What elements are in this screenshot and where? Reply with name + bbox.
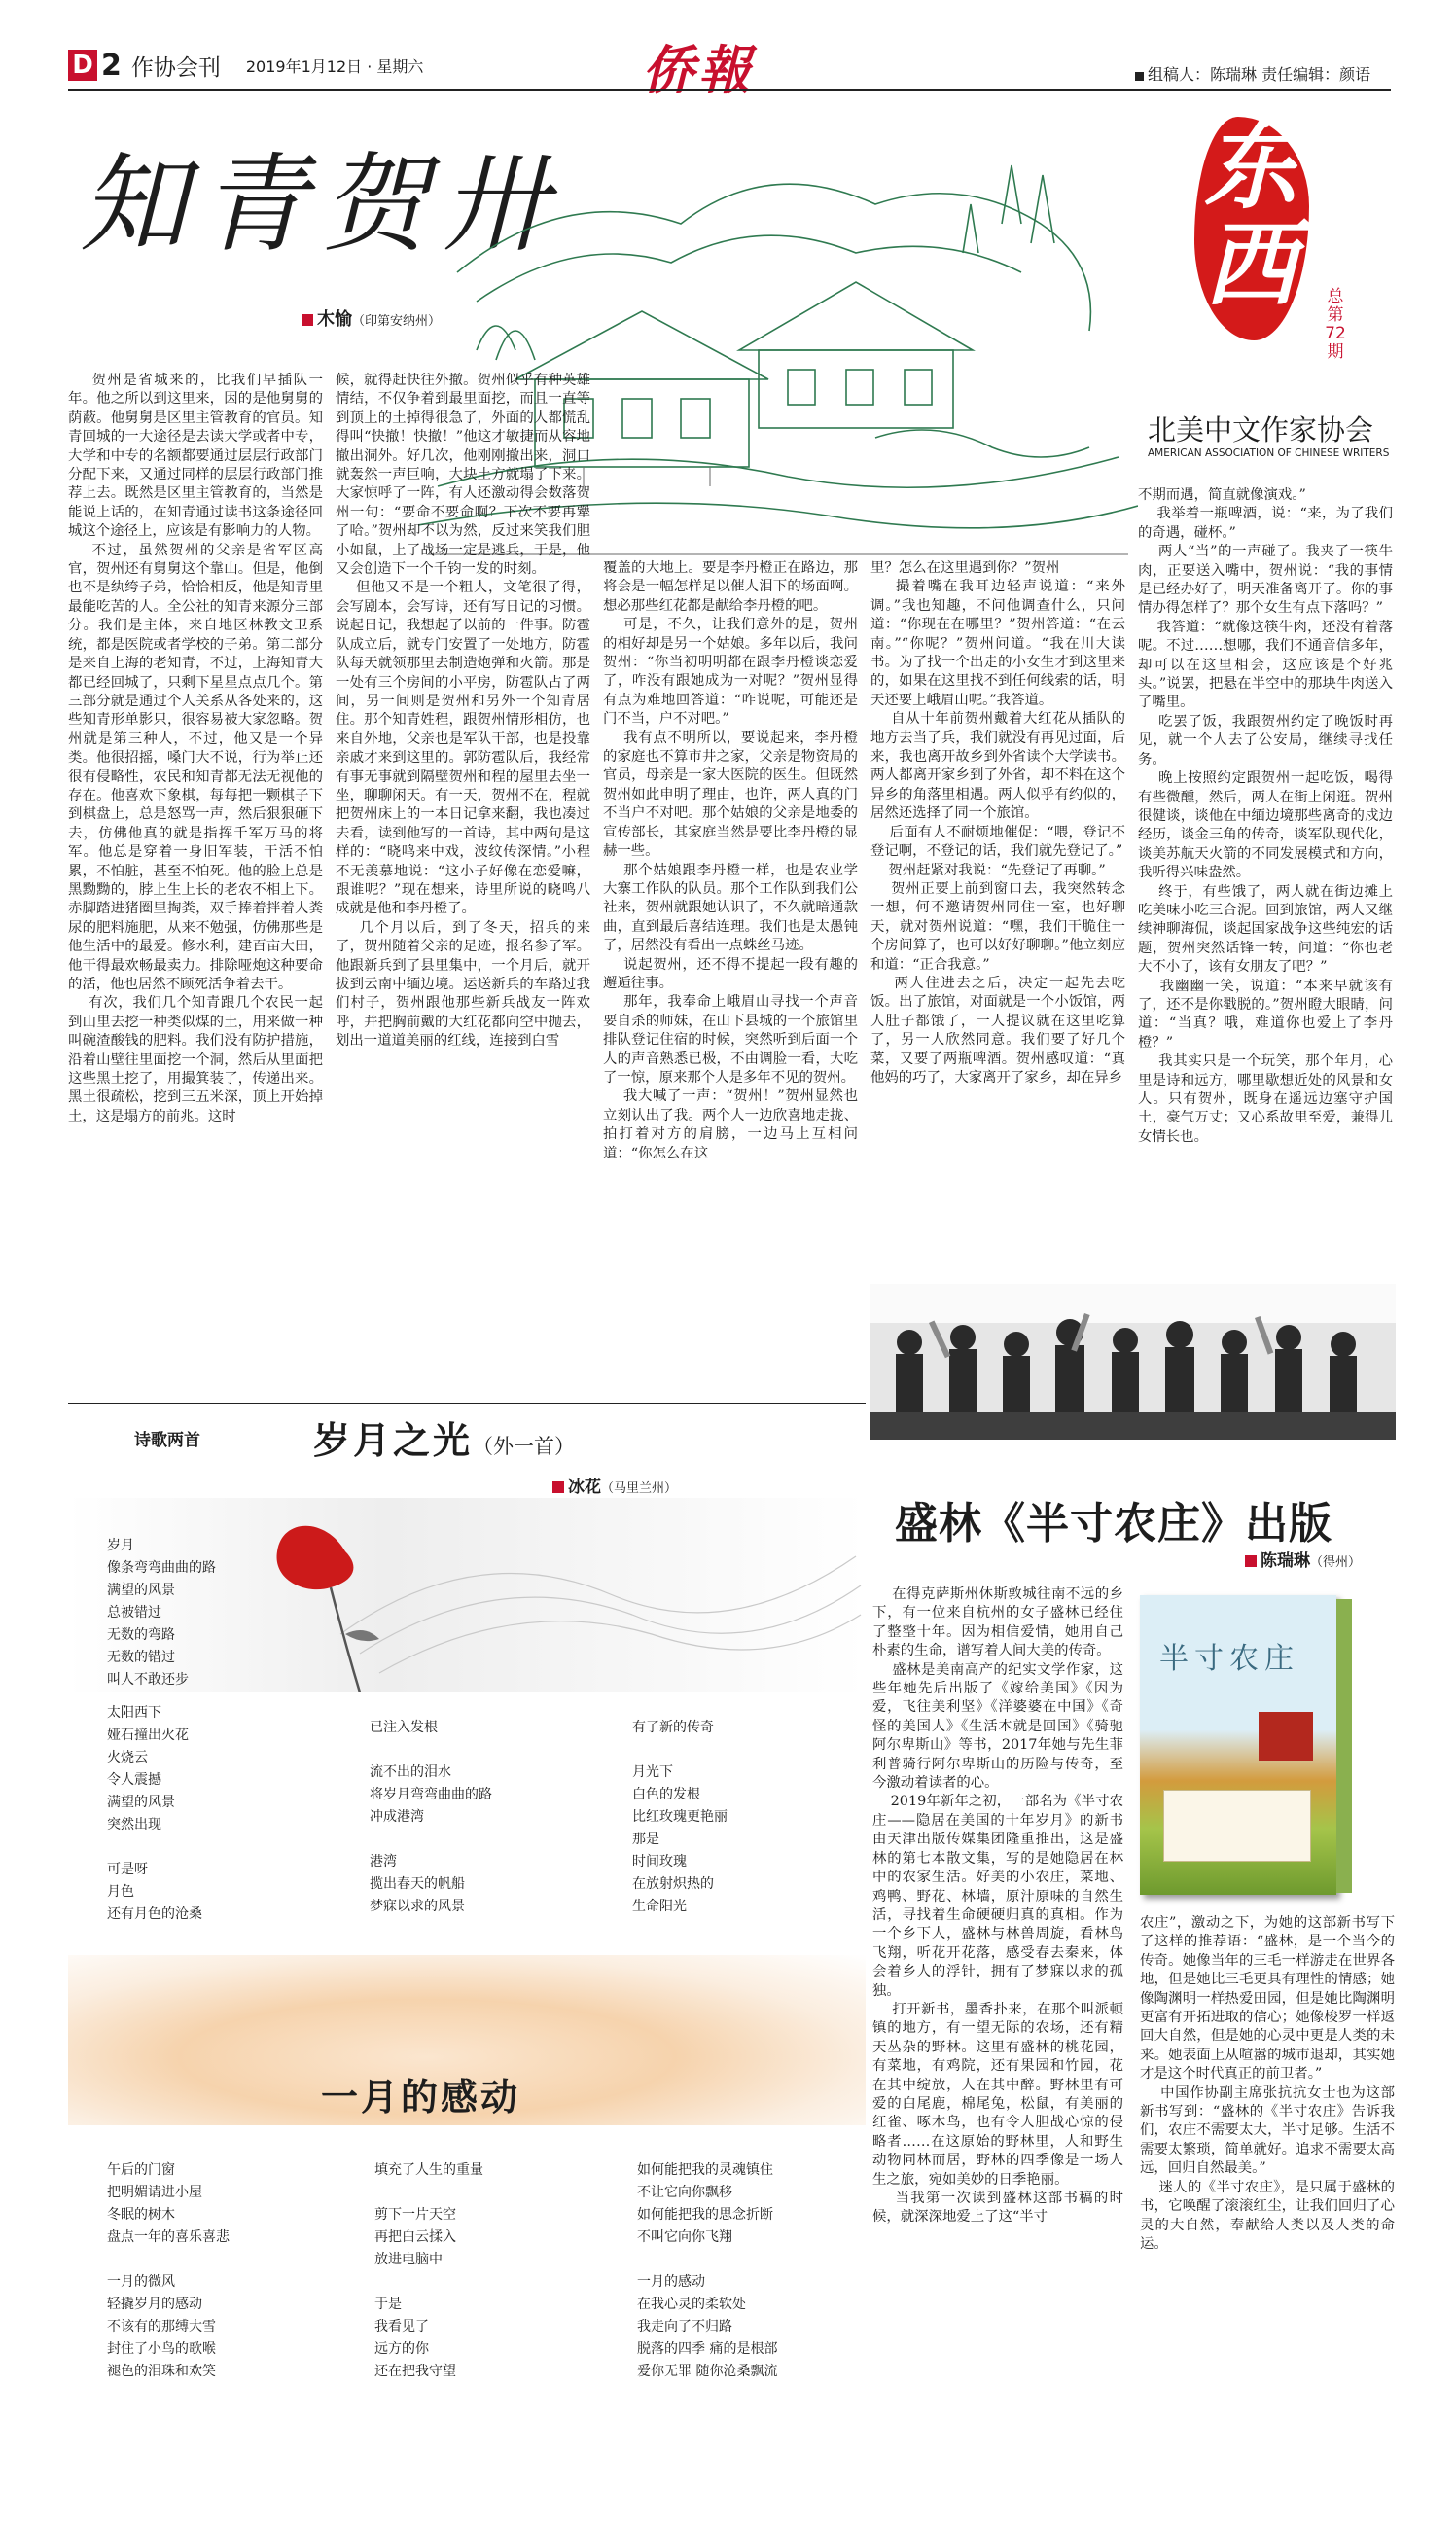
issue-date: 2019年1月12日 · 星期六	[245, 56, 424, 76]
section-number: 2	[101, 48, 122, 83]
book-cover-sticker	[1163, 1790, 1311, 1862]
article1-column-1: 贺州是省城来的，比我们早插队一年。他之所以到这里来，因的是他舅舅的荫蔽。他舅舅是区里主管教育的官员。知青回城的一大途径是去读大学或者中专，大学和中专的名额都要通过层层行政部门分配下来，又通过同样的层层行政部门推荐上去。既然是区里主管教育的，当然是能说上话的，在知青通过读书这条途径回城这个途径上，应该是有影响力的人物。 不过，虽然贺州的父亲是省军区高官，贺州还有舅舅这个靠山。但是，他倒也不是纨绔子弟，恰恰相反，他是知青里最能吃苦的人。全公社的知青来源分三部分。我们是主体，来自地区林教文卫系统，都是医院或者学校的子弟。第二部分是来自上海的老知青，不过，上海知青大都已经回城了，只剩下星星点点几个。第三部分就是通过个人关系从各处来的，这些知青形单影只，很容易被大家忽略。贺州就是第三种人，不过，他又是一个异类。他很招摇，嗓门大不说，行为举止还很有侵略性，农民和知青都无法无视他的存在。他喜欢下象棋，每每把一颗棋子下到棋盘上，总是怒骂一声，然后狠狠砸下去，仿佛他真的就是指挥千军万马的将军。他总是穿着一身旧军装，干活不怕累，不怕脏，甚至不怕死。他的脸上总是黑黝黝的，脖上生上长的老农不相上下。赤脚踏进猪圈里掏粪，双手捧着拌着人粪尿的肥料施肥，从来不勉强，仿佛那些是他生活中的最爱。修水利，建百亩大田，他干得最欢畅最卖力。排除哑炮这种要命的活，他也居然不顾死活争着去干。 有次，我们几个知青跟几个农民一起到山里去挖一种类似煤的土，用来做一种叫碗渣酸钱的肥料。我们没有防护措施，沿着山壁往里面挖一个洞，然后从里面把这些黑土挖了，用撮箕装了，传递出来。黑土很疏松，挖到三五米深，顶上开始掉土，这是塌方的前兆。这时	[68, 373, 323, 1124]
section-name: 作协会刊	[130, 54, 221, 81]
header-rule	[68, 89, 1391, 91]
book-cover-image	[1140, 1595, 1336, 1895]
article3-title: 盛林《半寸农庄》出版	[895, 1499, 1332, 1549]
article1-column-5: 不期而遇，简直就像演戏。” 我举着一瓶啤酒，说：“来，为了我们的奇遇，碰杯。” 两人“当”的一声碰了。我夹了一筷牛肉，正要送入嘴中，贺州说：“我的事情是已经办好了，明天准备离开了。你的事情办得怎样了？那个女生有点下落吗？” 我答道：“就像这筷牛肉，还没有着落呢。不过……想哪，我们不通音信多年，却可以在这里相会，这应该是个好兆头。”说罢，把悬在半空中的那块牛肉送入了嘴里。 吃罢了饭，我跟贺州约定了晚饭时再见，就一个人去了公安局，继续寻找任务。 晚上按照约定跟贺州一起吃饭，喝得有些微醺，然后，两人在街上闲逛。贺州很健谈，谈他在中缅边境那些离奇的戍边经历，谈金三角的传奇，谈军队现代化，谈美苏航天火箭的不同发展模式和方向，我听得兴味盎然。 终于，有些饿了，两人就在街边摊上吃美味小吃三合泥。回到旅馆，两人又继续神聊海侃，谈起国家战争这些纯宏的话题，贺州突然话锋一转，问道：“你也老大不小了，该有女朋友了吧？” 我幽幽一笑，说道：“本来早就该有了，还不是你戳脱的。”贺州瞪大眼睛，问道：“当真？哦，难道你也爱上了李丹橙？” 我其实只是一个玩笑，那个年月，心里是诗和远方，哪里歇想近处的风景和女人。只有贺州，既身在遥远边塞守护国土，豪气万丈；又心系故里至爱，兼得儿女情长也。	[1138, 487, 1393, 1145]
issue-suffix: 期	[1327, 342, 1344, 362]
article3-author: 陈瑞琳	[1261, 1551, 1310, 1571]
poem2-column-1: 午后的门窗 把明媚请进小屋 冬眠的树木 盘点一年的喜乐喜悲 一月的微风 轻撬岁月的感动 不该有的那缚大雪 封住了小鸟的歌喉 褪色的泪珠和欢笑	[107, 2162, 230, 2379]
poem1-column-2: 已注入发根 流不出的泪水 将岁月弯弯曲曲的路 冲成港湾 港湾 揽出春天的帆船 梦寐以求的风景	[370, 1720, 492, 1914]
poems-author-note: （马里兰州）	[601, 1481, 678, 1496]
article1-column-3: 覆盖的大地上。要是李丹橙正在路边，那将会是一幅怎样足以催人泪下的场面啊。想必那些红花都是献给李丹橙的吧。 可是，不久，让我们意外的是，贺州的相好却是另一个姑娘。多年以后，我问贺州：“你当初明明都在跟李丹橙谈恋爱了，咋没有跟她成为一对呢？”贺州显得有点为难地回答道：“咋说呢，可能还是门不当，户不对吧。” 我有点不明所以，要说起来，李丹橙的家庭也不算市井之家，父亲是物资局的官员，母亲是一家大医院的医生。但既然贺州如此申明了理由，也许，两人真的门不当户不对吧。那个姑娘的父亲是地委的宣传部长，其家庭当然是要比李丹橙的显赫一些。 那个姑娘跟李丹橙一样，也是农业学大寨工作队的队员。那个工作队到我们公社来，贺州就跟她认识了，不久就暗通款曲，直到最后喜结连理。我们也是太愚钝了，居然没有看出一点蛛丝马迹。 说起贺州，还不得不提起一段有趣的邂逅往事。 那年，我奉命上峨眉山寻找一个声音要自杀的师妹，在山下县城的一个旅馆里排队登记住宿的时候，突然听到后面一个人的声音熟悉已极，不由调脸一看，大吃了一惊，原来那个人是多年不见的贺州。 我大喊了一声：“贺州！”贺州显然也立刻认出了我。两个人一边欣喜地走拢、拍打着对方的肩膀，一边马上互相问道：“你怎么在这	[603, 560, 858, 1161]
article1-column-2: 候，就得赶快往外撤。贺州似乎有种英雄情结，不仅争着到最里面挖，而且一直等到顶上的土掉得很急了，外面的人都慌乱得叫“快撤！快撤！”他这才敏捷而从容地撤出洞外。好几次，他刚刚撤出来，洞口就轰然一声巨响，大块土方就塌了下来。大家惊呼了一阵，有人还激动得会数落贺州一句：“要命不要命啊？下次不要再犟了哈。”贺州却不以为然，反过来笑我们胆小如鼠，上了战场一定是逃兵，于是，他又会创造下一个千钧一发的时刻。 但他又不是一个粗人，文笔很了得，会写剧本，会写诗，还有写日记的习惯。说起日记，我想起了以前的一件事。防雹队成立后，就专门安置了一处地方，防雹队每天就领那里去制造炮弹和火箭。那是一处有三个房间的小平房，防雹队占了两间，另一间则是贺州和另外一个知青居住。那个知青姓程，跟贺州情形相仿，也来自外地，父亲也是军队干部，也是投靠亲戚才来到这里的。郭防雹队后，我经常有事无事就到隔壁贺州和程的屋里去坐一坐，聊聊闲天。有一天，贺州不在，程就把贺州床上的一本日记拿来翻，我也凑过去看，读到他写的一首诗，其中两句是这样的：“晓鸣来中戏，波纹传深情。”小程不无羡慕地说：“这小子好像在恋爱嘛，跟谁呢？”现在想来，诗里所说的晓鸣八成就是他和李丹橙了。 几个月以后，到了冬天，招兵的来了，贺州随着父亲的足迹，报名参了军。他跟新兵到了县里集中，一个月后，就开拔到云南中缅边境。运送新兵的车路过我们村子，贺州跟他那些新兵战友一阵欢呼，并把胸前戴的大红花都向空中抛去，划出一道道美丽的红线，连接到白雪	[336, 373, 590, 1050]
poems-section-label: 诗歌两首	[134, 1431, 200, 1450]
issue-number-block	[1323, 288, 1348, 362]
poem2-column-3: 如何能把我的灵魂镇住 不让它向你飘移 如何能把我的思念折断 不叫它向你飞翔 一月的感动 在我心灵的柔软处 我走向了不归路 脱落的四季 痛的是根部 爱你无罪 随你沧桑飘流	[637, 2162, 778, 2379]
poem1-column-1b: 太阳西下 娅石撞出火花 火烧云 令人震撼 满望的风景 突然出现 可是呀 月色 还有月色的沧桑	[107, 1705, 202, 1922]
poems-byline	[552, 1473, 677, 1497]
article3-byline	[1245, 1547, 1361, 1571]
org-name-cn: 北美中文作家协会	[1148, 413, 1374, 446]
youth-group-photo	[870, 1284, 1396, 1440]
column-title-dong: 东	[1204, 112, 1297, 222]
masthead: 侨報	[642, 39, 755, 101]
book-cover-spine	[1336, 1599, 1352, 1893]
poem1-title: 岁月之光	[313, 1418, 474, 1462]
article3-author-note: （得州）	[1310, 1555, 1362, 1570]
editor-credit-text: 组稿人：陈瑞琳 责任编辑：颜语	[1148, 65, 1371, 84]
poem1-title-block	[313, 1410, 575, 1464]
book-cover-title: 半寸农庄	[1159, 1642, 1299, 1676]
article1-column-4: 里？怎么在这里遇到你？”贺州 撮着嘴在我耳边轻声说道：“来外调。”我也知趣，不问他调查什么，只问道：“你现在在哪里？”贺州答道：“在云南。”“你呢？”贺州问道。“我在川大读书。为了找一个出走的小女生才到这里来的，如果在这里找不到任何线索的话，明天还要上峨眉山呢。”我答道。 自从十年前贺州戴着大红花从插队的地方去当了兵，我们就没有再见过面，后来，我也离开故乡到外省读个大学读书。两人都离开家乡到了外省，却不料在这个异乡的角落里相遇。两人似乎有约似的，居然还选择了同一个旅馆。 后面有人不耐烦地催促：“喂，登记不登记啊，不登记的话，我们就先登记了。” 贺州赶紧对我说：“先登记了再聊。” 贺州正要上前到窗口去，我突然转念一想，何不邀请贺州同住一室，也好聊天，就对贺州说道：“嘿，我们干脆住一个房间算了，也可以好好聊聊。”他立刻应和道：“正合我意。” 两人住进去之后，决定一起先去吃饭。出了旅馆，对面就是一个小饭馆，两人肚子都饿了，一人提议就在这里吃算了，另一人欣然同意。我们要了好几个菜，又要了两瓶啤酒。贺州感叹道：“真他妈的巧了，大家离开了家乡，却在异乡	[870, 560, 1125, 1086]
issue-number: 72	[1325, 324, 1346, 343]
section-tag	[68, 49, 423, 82]
article3-left-column: 在得克萨斯州休斯敦城往南不远的乡下，有一位来自杭州的女子盛林已经住了整整十年。因为相信爱情，她用自己朴素的生命，谱写着人间大美的传奇。 盛林是美南高产的纪实文学作家，这些年她先后出版了《嫁给美国》《因为爱，飞往美利坚》《洋婆婆在中国》《奇怪的美国人》《生活本就是回国》《骑驰阿尔卑斯山》等书，2017年她与先生菲利普骑行阿尔卑斯山的历险与传奇，至今激动着读者的心。 2019年新年之初，一部名为《半寸农庄——隐居在美国的十年岁月》的新书由天津出版传媒集团隆重推出，这是盛林的第七本散文集，写的是她隐居在林中的农家生活。好美的小农庄，菜地、鸡鸭、野花、林墙，原汁原味的自然生活，寻找着生命硬硬归真的真相。作为一个乡下人，盛林与林兽周旋，看林鸟飞翔，听花开花落，感受春去秦来，体会着乡人的浮针，拥有了梦寐以求的孤独。 打开新书，墨香扑来，在那个叫派顿镇的地方，有一望无际的农场，还有精天丛杂的野林。这里有盛林的桃花园，有菜地，有鸡院，还有果园和竹园，花在其中绽放，人在其中醉。野林里有可爱的白尾鹿，棉尾兔，松鼠，有美丽的红雀、啄木鸟，也有令人胆战心惊的侵略者……在这原始的野林里，人和野生动物同林而居，野林的四季像是一场人生之旅，宛如美妙的日季艳丽。 当我第一次读到盛林这部书稿的时候，就深深地爱上了这“半寸	[872, 1586, 1123, 2226]
poem2-column-2: 填充了人生的重量 剪下一片天空 再把白云揉入 放进电脑中 于是 我看见了 远方的你 还在把我守望	[374, 2162, 483, 2379]
poem2-title: 一月的感动	[321, 2075, 521, 2119]
editor-credit	[1135, 62, 1370, 85]
column-title-xi: 西	[1204, 209, 1297, 319]
article1-author: 木愉	[317, 309, 352, 330]
poem1-column-3: 有了新的传奇 月光下 白色的发根 比红玫瑰更艳丽 那是 时间玫瑰 在放射炽热的 生命阳光	[632, 1720, 728, 1914]
section-letter: D	[68, 50, 97, 81]
article3-right-column: 农庄”，激动之下，为她的这部新书写下了这样的推荐语：“盛林，是一个当今的传奇。她像当年的三毛一样游走在世界各地，但是她比三毛更具有理性的情感；她像陶渊明一样热爱田园，但是她比陶渊明更富有开拓进取的信心；她像梭罗一样返回大自然，但是她的心灵中更是人类的未来。她表面上从喧嚣的城市退却，其实她才是这个时代真正的前卫者。” 中国作协副主席张抗抗女士也为这部新书写到：“盛林的《半寸农庄》告诉我们，农庄不需要太大，半寸足够。生活不需要太繁琐，简单就好。追求不需要太高远，回归自然最美。” 迷人的《半寸农庄》，是只属于盛林的书，它唤醒了滚滚红尘，让我们回归了心灵的大自然，奉献给人类以及人类的命运。	[1140, 1915, 1395, 2252]
poems-author: 冰花	[568, 1478, 601, 1497]
book-cover-barn	[1259, 1712, 1313, 1761]
article1-bottom-rule	[68, 1403, 866, 1404]
issue-prefix: 总第	[1327, 287, 1344, 325]
article1-title: 知青贺卅	[80, 142, 562, 267]
poem1-column-1a: 岁月 像条弯弯曲曲的路 满望的风景 总被错过 无数的弯路 无数的错过 叫人不敢还步	[107, 1538, 216, 1688]
article1-author-note: （印第安纳州）	[352, 314, 442, 329]
poem1-subtitle: （外一首）	[473, 1435, 576, 1458]
org-name-en: AMERICAN ASSOCIATION OF CHINESE WRITERS	[1148, 447, 1390, 459]
